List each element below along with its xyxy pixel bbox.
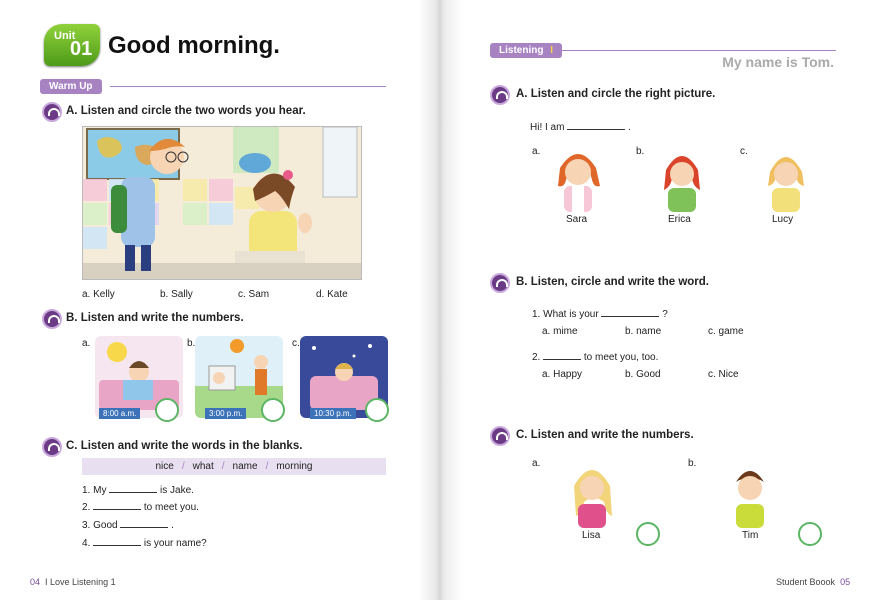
item-letter: b.	[187, 338, 196, 349]
word-bank-item: morning	[276, 461, 313, 472]
sentence-text: to meet you.	[143, 502, 199, 513]
sentence-1	[82, 483, 194, 496]
option-a: a. Kelly	[82, 289, 115, 300]
time-label: 10:30 p.m.	[310, 408, 356, 419]
section-number: I	[550, 45, 554, 56]
erica-portrait[interactable]	[654, 146, 710, 217]
classroom-illustration	[82, 126, 362, 280]
word-bank-item: name	[232, 461, 258, 472]
lucy-portrait[interactable]	[758, 146, 814, 217]
lisa-portrait	[566, 460, 618, 533]
item-letter: c.	[292, 338, 300, 349]
answer-blank[interactable]	[93, 536, 141, 546]
prompt-line	[530, 120, 631, 133]
book-title: I Love Listening 1	[45, 577, 116, 587]
choice[interactable]: c. Nice	[708, 369, 739, 380]
answer-circle[interactable]	[636, 522, 660, 546]
choice[interactable]: b. name	[625, 326, 662, 337]
item-text: to meet you, too.	[583, 352, 659, 363]
answer-circle[interactable]	[155, 398, 179, 422]
time-label: 3:00 p.m.	[205, 408, 246, 419]
item-letter: a.	[532, 458, 541, 469]
section-tag-warm-up: Warm Up	[40, 79, 102, 94]
page-number: 04	[30, 577, 41, 587]
question-a-heading: A. Listen and circle the two words you hear.	[66, 105, 306, 117]
question-c-heading: C. Listen and write the words in the blanks.	[66, 440, 303, 452]
answer-circle[interactable]	[798, 522, 822, 546]
headphones-icon	[490, 85, 510, 105]
option-c: c. Sam	[238, 289, 270, 300]
q-b-item-1	[532, 307, 668, 320]
sentence-2	[82, 500, 199, 513]
time-label: 8:00 a.m.	[99, 408, 140, 419]
choice[interactable]: a. Happy	[542, 369, 583, 380]
person-name: Erica	[668, 214, 691, 225]
person-name: Sara	[566, 214, 588, 225]
item-letter: c.	[740, 146, 748, 157]
headphones-icon	[490, 273, 510, 293]
item-letter: a.	[82, 338, 91, 349]
sentence-3	[82, 518, 174, 531]
answer-blank[interactable]	[93, 500, 141, 510]
item-number: 1.	[532, 309, 541, 320]
headphones-icon	[42, 309, 62, 329]
page-subtitle: My name is Tom.	[722, 54, 834, 70]
word-bank-item: nice	[155, 461, 174, 472]
answer-circle[interactable]	[261, 398, 285, 422]
right-footer	[776, 577, 850, 587]
unit-number: 01	[70, 38, 93, 60]
unit-badge	[44, 24, 100, 66]
tim-portrait	[724, 460, 776, 533]
sentence-number: 4.	[82, 538, 91, 549]
answer-blank[interactable]	[567, 120, 625, 130]
answer-blank[interactable]	[120, 518, 168, 528]
answer-blank[interactable]	[109, 483, 157, 493]
headphones-icon	[42, 102, 62, 122]
choice[interactable]: c. game	[708, 326, 744, 337]
sentence-number: 3.	[82, 520, 91, 531]
sentence-number: 1.	[82, 485, 91, 496]
question-c-heading: C. Listen and write the numbers.	[516, 429, 694, 441]
section-rule	[110, 86, 386, 87]
person-name: Lisa	[582, 530, 601, 541]
right-page	[440, 0, 878, 600]
item-text: ?	[662, 309, 668, 320]
sentence-text: My	[93, 485, 107, 496]
choice[interactable]: a. mime	[542, 326, 578, 337]
q-b-item-2	[532, 350, 658, 363]
question-b-heading: B. Listen and write the numbers.	[66, 312, 244, 324]
item-letter: b.	[688, 458, 697, 469]
section-tag-label: Listening	[499, 45, 544, 56]
lesson-title: Good morning.	[108, 32, 280, 59]
answer-blank[interactable]	[543, 350, 581, 360]
sentence-text: .	[171, 520, 174, 531]
question-a-heading: A. Listen and circle the right picture.	[516, 88, 716, 100]
left-footer	[30, 577, 116, 587]
sentence-4	[82, 536, 207, 549]
sara-portrait[interactable]	[550, 146, 606, 217]
sentence-text: is Jake.	[160, 485, 194, 496]
option-b: b. Sally	[160, 289, 193, 300]
answer-blank[interactable]	[601, 307, 659, 317]
item-text: What is your	[543, 309, 599, 320]
book-title: Student Boook	[776, 577, 836, 587]
person-name: Tim	[742, 530, 759, 541]
section-rule	[560, 50, 836, 51]
item-letter: a.	[532, 146, 541, 157]
question-b-heading: B. Listen, circle and write the word.	[516, 276, 709, 288]
headphones-icon	[42, 437, 62, 457]
option-d: d. Kate	[316, 289, 348, 300]
choice[interactable]: b. Good	[625, 369, 661, 380]
sentence-number: 2.	[82, 502, 91, 513]
word-bank-item: what	[192, 461, 214, 472]
item-number: 2.	[532, 352, 541, 363]
headphones-icon	[490, 426, 510, 446]
sentence-text: is your name?	[143, 538, 207, 549]
answer-circle[interactable]	[365, 398, 389, 422]
unit-label: Unit	[54, 30, 76, 42]
prompt-text: .	[628, 122, 631, 133]
page-number: 05	[840, 577, 851, 587]
section-tag-listening	[490, 43, 562, 58]
sentence-text: Good	[93, 520, 118, 531]
person-name: Lucy	[772, 214, 794, 225]
word-bank: nice / what / name / morning	[82, 458, 386, 475]
prompt-text: Hi! I am	[530, 122, 565, 133]
item-letter: b.	[636, 146, 645, 157]
